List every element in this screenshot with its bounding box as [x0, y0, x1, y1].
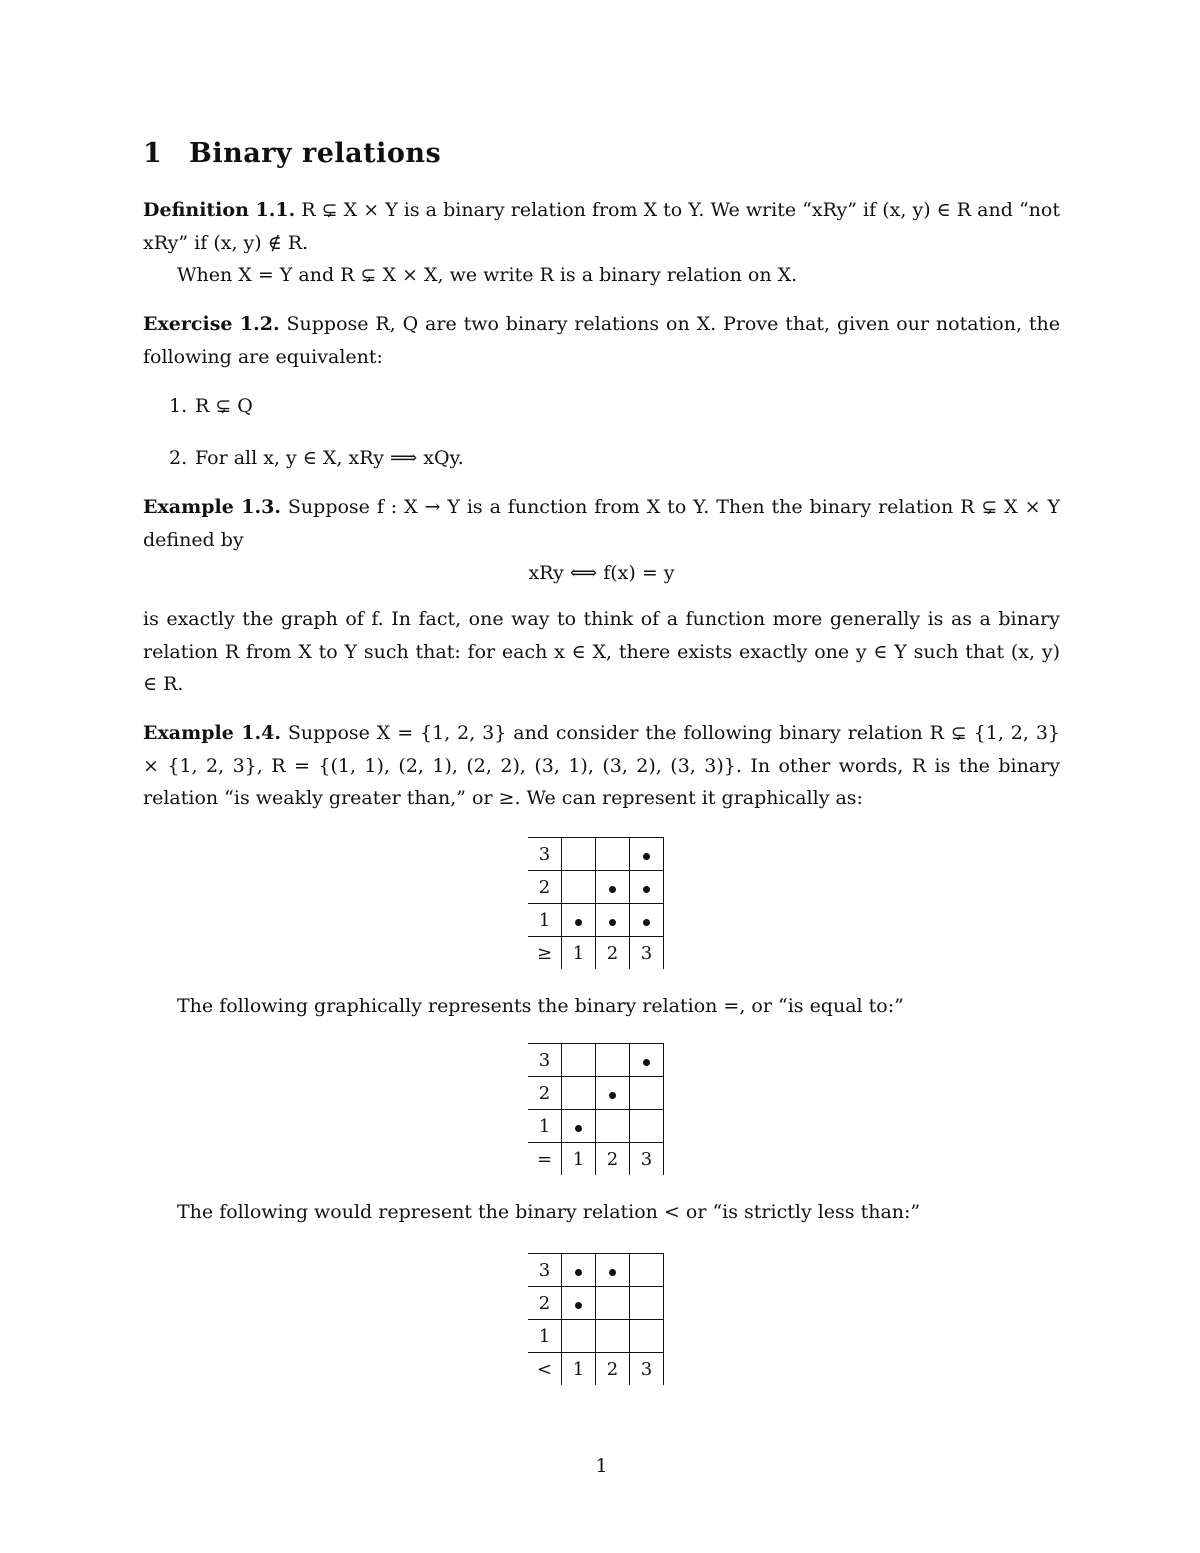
relation-empty-cell	[596, 1320, 630, 1353]
relation-row	[528, 1254, 664, 1287]
relation-row	[528, 1320, 664, 1353]
example-1-3-body: Suppose f : X → Y is a function from X to Y. Then the binary relation R ⊊ X × Y defined by	[143, 496, 1060, 551]
section-heading	[143, 138, 441, 169]
list-item-text: For all x, y ∈ X, xRy ⟹ xQy.	[195, 447, 464, 469]
example-1-3-block	[143, 491, 1060, 556]
list-item-label: 1.	[169, 395, 188, 417]
column-label: 3	[630, 1353, 664, 1386]
row-label: 2	[528, 871, 562, 904]
relation-empty-cell	[562, 871, 596, 904]
relation-row	[528, 838, 664, 871]
list-item-text: R ⊊ Q	[195, 395, 253, 417]
row-label: 3	[528, 838, 562, 871]
example-1-3-continuation: is exactly the graph of f. In fact, one way to think of a function more generally is as a binary relation R from X to Y such that: for each x ∈ X, there exists exactly one y ∈ Y such that (x, y) ∈ R.	[143, 608, 1060, 695]
example-1-3-head: Example 1.3.	[143, 496, 281, 518]
relation-empty-cell	[596, 838, 630, 871]
relation-empty-cell	[596, 1044, 630, 1077]
relation-dot-cell	[596, 904, 630, 937]
definition-followup: When X = Y and R ⊊ X × X, we write R is a binary relation on X.	[177, 264, 798, 286]
relation-empty-cell	[596, 1287, 630, 1320]
example-1-4-head: Example 1.4.	[143, 722, 281, 744]
column-label: 1	[562, 1143, 596, 1176]
row-label: 2	[528, 1287, 562, 1320]
relation-empty-cell	[630, 1077, 664, 1110]
relation-empty-cell	[562, 1077, 596, 1110]
relation-row	[528, 904, 664, 937]
definition-head: Definition 1.1.	[143, 199, 296, 221]
exercise-head: Exercise 1.2.	[143, 313, 280, 335]
page-number: 1	[595, 1455, 608, 1477]
relation-dot-cell	[630, 1044, 664, 1077]
relation-dot-cell	[596, 1254, 630, 1287]
relation-dot-cell	[562, 904, 596, 937]
column-label: 2	[596, 937, 630, 970]
relation-row	[528, 871, 664, 904]
display-equation: xRy ⟺ f(x) = y	[528, 562, 675, 584]
column-label: 1	[562, 1353, 596, 1386]
row-label: 1	[528, 1110, 562, 1143]
relation-dot-cell	[630, 904, 664, 937]
row-label: 3	[528, 1254, 562, 1287]
relation-symbol: <	[528, 1353, 562, 1386]
list-item	[169, 390, 253, 422]
relation-dot-cell	[562, 1254, 596, 1287]
row-label: 2	[528, 1077, 562, 1110]
relation-symbol: =	[528, 1143, 562, 1176]
column-header-row	[528, 937, 664, 970]
exercise-block	[143, 308, 1060, 373]
example-1-4-block	[143, 717, 1060, 815]
relation-dot-cell	[630, 871, 664, 904]
column-label: 3	[630, 1143, 664, 1176]
column-label: 1	[562, 937, 596, 970]
list-item-label: 2.	[169, 447, 188, 469]
relation-empty-cell	[630, 1110, 664, 1143]
section-number: 1	[143, 138, 163, 169]
relation-table-lt	[528, 1253, 664, 1385]
relation-dot-cell	[596, 1077, 630, 1110]
column-header-row	[528, 1353, 664, 1386]
caption-less-than: The following would represent the binary relation < or “is strictly less than:”	[177, 1201, 921, 1223]
relation-row	[528, 1287, 664, 1320]
relation-empty-cell	[562, 1044, 596, 1077]
row-label: 1	[528, 1320, 562, 1353]
document-page	[143, 0, 1060, 1553]
caption-equal: The following graphically represents the binary relation =, or “is equal to:”	[177, 995, 904, 1017]
section-title: Binary relations	[189, 138, 442, 169]
column-label: 3	[630, 937, 664, 970]
relation-empty-cell	[630, 1287, 664, 1320]
exercise-body: Suppose R, Q are two binary relations on X. Prove that, given our notation, the following are equivalent:	[143, 313, 1060, 368]
column-header-row	[528, 1143, 664, 1176]
row-label: 1	[528, 904, 562, 937]
relation-row	[528, 1044, 664, 1077]
list-item	[169, 442, 464, 474]
relation-empty-cell	[630, 1254, 664, 1287]
relation-empty-cell	[630, 1320, 664, 1353]
relation-empty-cell	[562, 838, 596, 871]
relation-symbol: ≥	[528, 937, 562, 970]
row-label: 3	[528, 1044, 562, 1077]
relation-row	[528, 1110, 664, 1143]
definition-body: R ⊊ X × Y is a binary relation from X to Y. We write “xRy” if (x, y) ∈ R and “not xRy” if (x, y) ∉ R.	[143, 199, 1060, 254]
relation-dot-cell	[630, 838, 664, 871]
relation-empty-cell	[562, 1320, 596, 1353]
column-label: 2	[596, 1353, 630, 1386]
example-1-4-body: Suppose X = {1, 2, 3} and consider the following binary relation R ⊊ {1, 2, 3} × {1, 2, 3}, R = {(1, 1), (2, 1), (2, 2), (3, 1), (3, 2), (3, 3)}. In other words, R is the binary relation “is weakly greater than,” or ≥. We can represent it graphically as:	[143, 722, 1060, 809]
definition-block	[143, 194, 1060, 259]
relation-row	[528, 1077, 664, 1110]
relation-dot-cell	[562, 1110, 596, 1143]
relation-empty-cell	[596, 1110, 630, 1143]
relation-table-eq	[528, 1043, 664, 1175]
relation-dot-cell	[596, 871, 630, 904]
column-label: 2	[596, 1143, 630, 1176]
relation-dot-cell	[562, 1287, 596, 1320]
relation-table-geq	[528, 837, 664, 969]
